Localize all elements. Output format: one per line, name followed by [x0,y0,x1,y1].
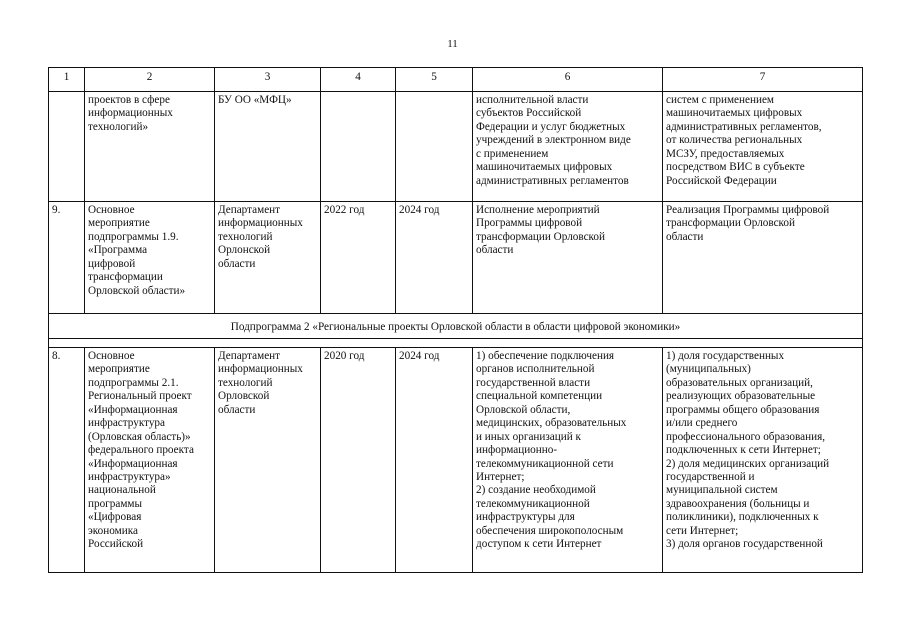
indicator: Реализация Программы цифровой трансформации Орловской области [663,202,863,314]
table-row [49,202,863,314]
measure-name: Основное мероприятие подпрограммы 2.1. Региональный проект «Информационная инфраструктура (Орловская область)» федерального проекта «Информационная инфраструктура» национальной программы «Цифровая экономика Российской [85,348,215,573]
start-year [321,92,396,202]
row-number [49,92,85,202]
spacer-cell [49,339,863,348]
table-row [49,92,863,202]
table-row [49,348,863,573]
expected-result: 1) обеспечение подключения органов исполнительной государственной власти специальной компетенции Орловской области, медицинских, образовательных и иных организаций к информационно- телекоммуникационной сети Интернет; 2) создание необходимой телекоммуникационной инфраструктуры для обеспечения широкополосным доступом к сети Интернет [473,348,663,573]
header-cell: 2 [85,68,215,92]
spacer-row [49,339,863,348]
header-cell: 1 [49,68,85,92]
row-number: 8. [49,348,85,573]
end-year: 2024 год [396,348,473,573]
header-cell: 4 [321,68,396,92]
executor: Департамент информационных технологий Орловской области [215,348,321,573]
row-number: 9. [49,202,85,314]
header-cell: 3 [215,68,321,92]
start-year: 2022 год [321,202,396,314]
indicator: 1) доля государственных (муниципальных) образовательных организаций, реализующих образовательные программы общего образования и/или среднего профессионального образования, подключенных к сети Интернет; 2) доля медицинских организаций государственной и муниципальной систем здравоохранения (больницы и поликлиники), подключенных к сети Интернет; 3) доля органов государственной [663,348,863,573]
executor: БУ ОО «МФЦ» [215,92,321,202]
expected-result: исполнительной власти субъектов Российской Федерации и услуг бюджетных учреждений в электронном виде с применением машиночитаемых цифровых административных регламентов [473,92,663,202]
measure-name: проектов в сфере информационных технологий» [85,92,215,202]
subprogram-title: Подпрограмма 2 «Региональные проекты Орловской области в области цифровой экономики» [49,314,863,339]
header-row [49,68,863,92]
expected-result: Исполнение мероприятий Программы цифровой трансформации Орловской области [473,202,663,314]
header-cell: 5 [396,68,473,92]
subprogram-row [49,314,863,339]
start-year: 2020 год [321,348,396,573]
indicator: систем с применением машиночитаемых цифровых административных регламентов, от количества региональных МСЗУ, предоставляемых посредством ВИС в субъекте Российской Федерации [663,92,863,202]
header-cell: 7 [663,68,863,92]
end-year: 2024 год [396,202,473,314]
measure-name: Основное мероприятие подпрограммы 1.9. «Программа цифровой трансформации Орловской области» [85,202,215,314]
end-year [396,92,473,202]
header-cell: 6 [473,68,663,92]
measures-table [48,67,863,573]
page-number: 11 [447,38,458,50]
executor: Департамент информационных технологий Орлонской области [215,202,321,314]
